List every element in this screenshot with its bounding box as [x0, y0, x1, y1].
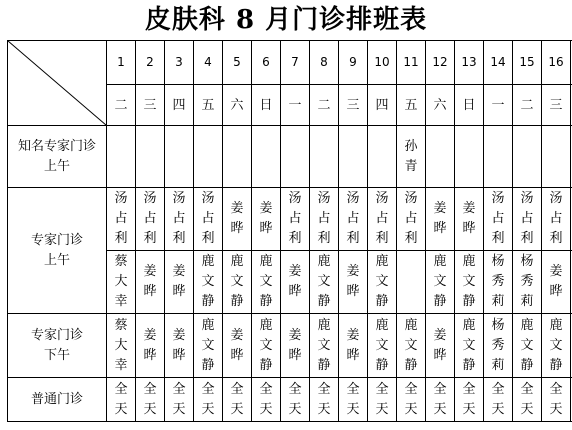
weekday-cell-text: 日: [259, 97, 273, 113]
weekday-cell-2: [136, 85, 165, 126]
expert-am-top-cell-text: 姜晔: [259, 201, 273, 236]
day-number-cell-text: 15: [519, 55, 535, 69]
weekday-cell-4: [194, 85, 223, 126]
expert-am-bottom-cell-9: [339, 251, 368, 314]
day-number-cell-4: [194, 41, 223, 85]
expert-am-top-cell-13: [455, 188, 484, 251]
expert-pm-cell-5: [223, 314, 252, 378]
expert-am-bottom-cell-11: [397, 251, 426, 314]
weekday-cell-5: [223, 85, 252, 126]
expert-pm-cell-text: 鹿文静: [549, 317, 563, 373]
general-cell-text: 全天: [317, 381, 331, 417]
general-cell-12: [426, 378, 455, 422]
famous-am-cell-8: [310, 126, 339, 188]
day-number-cell-text: 6: [262, 55, 270, 69]
day-number-cell-2: [136, 41, 165, 85]
page-title: 皮肤科 8 月门诊排班表: [144, 5, 428, 35]
expert-am-bottom-cell-text: 鹿文静: [433, 254, 447, 309]
row-label-text: 普通门诊: [30, 391, 83, 407]
famous-am-cell-10: [368, 126, 397, 188]
general-cell-text: 全天: [404, 381, 418, 417]
weekday-cell-11: [397, 85, 426, 126]
general-cell-text: 全天: [375, 381, 389, 417]
expert-am-top-cell-text: 汤占利: [201, 191, 215, 246]
expert-pm-cell-text: 姜晔: [230, 327, 244, 363]
day-number-cell-13: [455, 41, 484, 85]
expert-am-top-cell-text: 姜晔: [230, 201, 244, 236]
day-number-cell-15: [513, 41, 542, 85]
weekday-cell-text: 五: [201, 97, 215, 113]
general-cell-text: 全天: [230, 381, 244, 417]
day-number-cell-5: [223, 41, 252, 85]
weekday-cell-10: [368, 85, 397, 126]
expert-am-top-cell-1: [107, 188, 136, 251]
expert-am-top-cell-15: [513, 188, 542, 251]
expert-am-bottom-cell-text: 姜晔: [346, 264, 360, 299]
weekday-cell-9: [339, 85, 368, 126]
expert-pm-cell-text: 姜晔: [172, 327, 186, 363]
expert-am-bottom-cell-text: 姜晔: [549, 264, 563, 299]
expert-am-top-cell-text: 汤占利: [114, 191, 128, 246]
expert-am-bottom-cell-text: 鹿文静: [201, 254, 215, 309]
day-number-cell-10: [368, 41, 397, 85]
general-cell-text: 全天: [462, 381, 476, 417]
expert-am-top-cell-2: [136, 188, 165, 251]
weekday-cell-14: [484, 85, 513, 126]
row-label-line1: 专家门诊: [30, 327, 83, 343]
day-number-cell-6: [252, 41, 281, 85]
famous-am-cell-1: [107, 126, 136, 188]
day-number-cell-text: 13: [461, 55, 477, 69]
general-cell-text: 全天: [520, 381, 534, 417]
general-cell-8: [310, 378, 339, 422]
day-number-cell-text: 4: [204, 55, 212, 69]
expert-pm-cell-15: [513, 314, 542, 378]
day-number-cell-text: 2: [146, 55, 154, 69]
expert-am-top-cell-4: [194, 188, 223, 251]
schedule-table: [7, 40, 572, 422]
day-number-cell-text: 12: [432, 55, 448, 69]
general-cell-13: [455, 378, 484, 422]
row-label-famous-am: [8, 126, 107, 188]
expert-am-bottom-cell-text: 鹿文静: [462, 254, 476, 309]
expert-am-bottom-cell-text: 鹿文静: [230, 254, 244, 309]
weekday-cell-text: 三: [549, 97, 563, 113]
expert-am-top-cell-text: 姜晔: [433, 201, 447, 236]
expert-am-bottom-cell-14: [484, 251, 513, 314]
general-cell-text: 全天: [259, 381, 273, 417]
expert-am-bottom-cell-8: [310, 251, 339, 314]
expert-pm-cell-9: [339, 314, 368, 378]
day-number-cell-11: [397, 41, 426, 85]
famous-am-cell-11: [397, 126, 426, 188]
expert-am-bottom-cell-10: [368, 251, 397, 314]
expert-pm-cell-text: 蔡大幸: [114, 317, 128, 373]
expert-pm-cell-6: [252, 314, 281, 378]
row-label-line1: 知名专家门诊: [17, 138, 96, 154]
day-number-cell-8: [310, 41, 339, 85]
expert-am-bottom-cell-7: [281, 251, 310, 314]
expert-am-bottom-cell-text: 鹿文静: [317, 254, 331, 309]
expert-am-bottom-cell-text: 姜晔: [288, 264, 302, 299]
day-number-cell-12: [426, 41, 455, 85]
expert-am-top-cell-16: [542, 188, 571, 251]
expert-am-top-cell-text: 汤占利: [317, 191, 331, 246]
weekday-cell-3: [165, 85, 194, 126]
weekday-cell-text: 六: [230, 97, 244, 113]
general-cell-4: [194, 378, 223, 422]
expert-pm-cell-4: [194, 314, 223, 378]
general-cell-3: [165, 378, 194, 422]
expert-am-top-cell-11: [397, 188, 426, 251]
weekday-cell-text: 四: [172, 97, 186, 113]
day-number-cell-text: 14: [490, 55, 506, 69]
expert-am-bottom-cell-16: [542, 251, 571, 314]
expert-pm-cell-text: 鹿文静: [520, 317, 534, 373]
header-corner-cell: [8, 41, 107, 126]
expert-pm-cell-2: [136, 314, 165, 378]
expert-am-bottom-cell-text: 姜晔: [172, 264, 186, 299]
expert-pm-cell-14: [484, 314, 513, 378]
expert-pm-cell-7: [281, 314, 310, 378]
expert-am-top-cell-12: [426, 188, 455, 251]
day-number-cell-7: [281, 41, 310, 85]
weekday-cell-text: 四: [375, 97, 389, 113]
day-number-row: [8, 41, 572, 85]
general-cell-6: [252, 378, 281, 422]
general-cell-15: [513, 378, 542, 422]
weekday-cell-text: 一: [491, 97, 505, 113]
general-cell-text: 全天: [143, 381, 157, 417]
expert-am-bottom-cell-12: [426, 251, 455, 314]
expert-pm-cell-12: [426, 314, 455, 378]
general-cell-16: [542, 378, 571, 422]
expert-pm-cell-text: 鹿文静: [259, 317, 273, 373]
expert-pm-cell-text: 姜晔: [143, 327, 157, 363]
row-expert-am-1: [8, 188, 572, 251]
weekday-cell-text: 日: [462, 97, 476, 113]
expert-am-top-cell-10: [368, 188, 397, 251]
general-cell-text: 全天: [549, 381, 563, 417]
expert-am-bottom-cell-15: [513, 251, 542, 314]
day-number-cell-9: [339, 41, 368, 85]
general-cell-11: [397, 378, 426, 422]
expert-am-bottom-cell-text: 杨秀莉: [491, 254, 505, 309]
famous-am-cell-16: [542, 126, 571, 188]
expert-am-top-cell-5: [223, 188, 252, 251]
row-label-line2: 上午: [43, 158, 70, 174]
expert-am-bottom-cell-text: 杨秀莉: [520, 254, 534, 309]
weekday-cell-text: 二: [317, 97, 331, 113]
day-number-cell-1: [107, 41, 136, 85]
expert-am-top-cell-text: 汤占利: [288, 191, 302, 246]
expert-am-bottom-cell-4: [194, 251, 223, 314]
expert-am-top-cell-7: [281, 188, 310, 251]
expert-am-bottom-cell-text: 鹿文静: [375, 254, 389, 309]
expert-am-top-cell-text: 姜晔: [462, 201, 476, 236]
famous-am-cell-text: 孙青: [404, 138, 418, 174]
general-cell-text: 全天: [114, 381, 128, 417]
expert-pm-cell-8: [310, 314, 339, 378]
expert-pm-cell-16: [542, 314, 571, 378]
expert-am-top-cell-14: [484, 188, 513, 251]
famous-am-cell-4: [194, 126, 223, 188]
row-famous-expert-am: [8, 126, 572, 188]
famous-am-cell-3: [165, 126, 194, 188]
weekday-cell-8: [310, 85, 339, 126]
row-label-expert-am: [8, 188, 107, 314]
famous-am-cell-5: [223, 126, 252, 188]
general-cell-text: 全天: [346, 381, 360, 417]
expert-pm-cell-1: [107, 314, 136, 378]
weekday-cell-text: 一: [288, 97, 302, 113]
weekday-cell-7: [281, 85, 310, 126]
weekday-cell-text: 二: [520, 97, 534, 113]
expert-am-top-cell-text: 汤占利: [404, 191, 418, 246]
general-cell-14: [484, 378, 513, 422]
expert-am-top-cell-6: [252, 188, 281, 251]
expert-pm-cell-10: [368, 314, 397, 378]
famous-am-cell-12: [426, 126, 455, 188]
row-label-line2: 上午: [43, 252, 70, 268]
day-number-cell-14: [484, 41, 513, 85]
expert-am-top-cell-8: [310, 188, 339, 251]
expert-pm-cell-text: 姜晔: [433, 327, 447, 363]
expert-pm-cell-text: 鹿文静: [462, 317, 476, 373]
general-cell-9: [339, 378, 368, 422]
expert-am-top-cell-text: 汤占利: [491, 191, 505, 246]
expert-am-top-cell-9: [339, 188, 368, 251]
general-cell-text: 全天: [288, 381, 302, 417]
expert-pm-cell-text: 姜晔: [288, 327, 302, 363]
day-number-cell-text: 1: [117, 55, 125, 69]
row-label-line1: 专家门诊: [30, 232, 83, 248]
row-label-line2: 下午: [43, 347, 70, 363]
expert-pm-cell-text: 鹿文静: [404, 317, 418, 373]
row-general: [8, 378, 572, 422]
general-cell-2: [136, 378, 165, 422]
famous-am-cell-6: [252, 126, 281, 188]
expert-pm-cell-text: 鹿文静: [317, 317, 331, 373]
expert-am-bottom-cell-text: 姜晔: [143, 264, 157, 299]
expert-am-top-cell-text: 汤占利: [549, 191, 563, 246]
expert-am-bottom-cell-13: [455, 251, 484, 314]
expert-am-top-cell-3: [165, 188, 194, 251]
famous-am-cell-2: [136, 126, 165, 188]
expert-pm-cell-text: 杨秀莉: [491, 317, 505, 373]
weekday-cell-text: 六: [433, 97, 447, 113]
general-cell-text: 全天: [201, 381, 215, 417]
day-number-cell-text: 16: [548, 55, 564, 69]
weekday-cell-6: [252, 85, 281, 126]
general-cell-10: [368, 378, 397, 422]
general-cell-1: [107, 378, 136, 422]
famous-am-cell-13: [455, 126, 484, 188]
famous-am-cell-9: [339, 126, 368, 188]
expert-am-bottom-cell-text: 蔡大幸: [114, 254, 128, 309]
day-number-cell-text: 3: [175, 55, 183, 69]
famous-am-cell-15: [513, 126, 542, 188]
weekday-cell-text: 二: [114, 97, 128, 113]
expert-am-bottom-cell-2: [136, 251, 165, 314]
weekday-cell-15: [513, 85, 542, 126]
weekday-cell-1: [107, 85, 136, 126]
weekday-cell-text: 三: [346, 97, 360, 113]
day-number-cell-text: 11: [403, 55, 419, 69]
expert-pm-cell-11: [397, 314, 426, 378]
expert-pm-cell-13: [455, 314, 484, 378]
expert-am-bottom-cell-5: [223, 251, 252, 314]
day-number-cell-text: 10: [374, 55, 390, 69]
expert-pm-cell-3: [165, 314, 194, 378]
expert-am-bottom-cell-1: [107, 251, 136, 314]
diagonal-divider: [8, 41, 106, 125]
row-expert-pm: [8, 314, 572, 378]
weekday-cell-12: [426, 85, 455, 126]
day-number-cell-text: 7: [291, 55, 299, 69]
expert-pm-cell-text: 鹿文静: [201, 317, 215, 373]
day-number-cell-16: [542, 41, 571, 85]
weekday-cell-16: [542, 85, 571, 126]
expert-am-top-cell-text: 汤占利: [520, 191, 534, 246]
weekday-cell-text: 五: [404, 97, 418, 113]
expert-am-top-cell-text: 汤占利: [375, 191, 389, 246]
general-cell-text: 全天: [433, 381, 447, 417]
expert-pm-cell-text: 姜晔: [346, 327, 360, 363]
general-cell-text: 全天: [491, 381, 505, 417]
expert-am-bottom-cell-3: [165, 251, 194, 314]
expert-am-top-cell-text: 汤占利: [346, 191, 360, 246]
expert-am-top-cell-text: 汤占利: [172, 191, 186, 246]
general-cell-text: 全天: [172, 381, 186, 417]
expert-am-top-cell-text: 汤占利: [143, 191, 157, 246]
day-number-cell-text: 5: [233, 55, 241, 69]
expert-am-bottom-cell-text: 鹿文静: [259, 254, 273, 309]
expert-pm-cell-text: 鹿文静: [375, 317, 389, 373]
general-cell-5: [223, 378, 252, 422]
row-label-general: [8, 378, 107, 422]
day-number-cell-text: 9: [349, 55, 357, 69]
famous-am-cell-7: [281, 126, 310, 188]
weekday-cell-13: [455, 85, 484, 126]
general-cell-7: [281, 378, 310, 422]
expert-am-bottom-cell-6: [252, 251, 281, 314]
row-label-expert-pm: [8, 314, 107, 378]
day-number-cell-3: [165, 41, 194, 85]
weekday-cell-text: 三: [143, 97, 157, 113]
famous-am-cell-14: [484, 126, 513, 188]
day-number-cell-text: 8: [320, 55, 328, 69]
